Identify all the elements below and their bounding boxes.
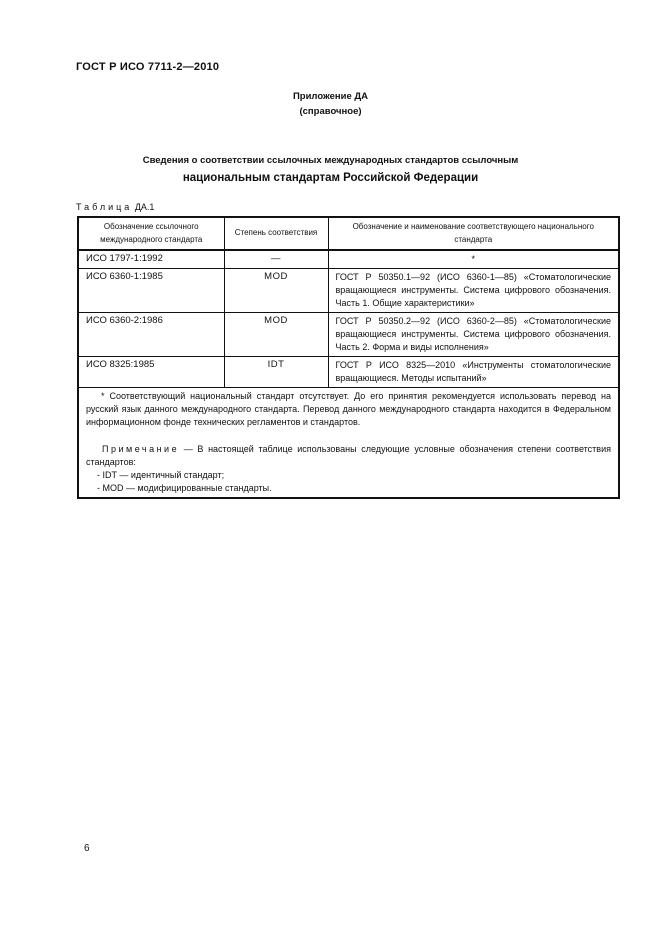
- note-item-idt: - IDT — идентичный стандарт;: [97, 470, 225, 480]
- cell-designation: ИСО 6360-2:1986: [78, 313, 224, 357]
- table-note: [86, 443, 611, 469]
- table-row: [78, 357, 619, 388]
- section-title: [0, 154, 661, 186]
- cell-degree: —: [224, 250, 328, 269]
- table-note-text: — В настоящей таблице использованы следующие условные обозначения степени соответствия стандартов:: [86, 444, 611, 467]
- cell-designation: ИСО 6360-1:1985: [78, 269, 224, 313]
- header-degree: Степень соответствия: [224, 217, 328, 250]
- table-caption-word: Таблица: [76, 202, 133, 212]
- table-row: [78, 313, 619, 357]
- table-row: [78, 250, 619, 269]
- table-footer-cell: [78, 388, 619, 499]
- correspondence-table: [77, 216, 620, 499]
- table-footer-row: [78, 388, 619, 499]
- cell-degree: IDT: [224, 357, 328, 388]
- table-note-label: Примечание: [102, 444, 180, 454]
- section-title-line2: национальным стандартам Российской Федерации: [182, 172, 479, 184]
- table-footnote: * Соответствующий национальный стандарт отсутствует. До его принятия рекомендуется использовать перевод на русский язык данного международного стандарта. Перевод данного международного стандарта находится в Федеральном информационном фонде технических регламентов и стандартов.: [86, 391, 611, 427]
- standard-code-header: ГОСТ Р ИСО 7711-2—2010: [76, 61, 220, 73]
- section-title-line1: Сведения о соответствии ссылочных международных стандартов ссылочным: [142, 155, 519, 166]
- page-number: 6: [84, 843, 90, 854]
- cell-national: ГОСТ Р 50350.2—92 (ИСО 6360-2—85) «Стоматологические вращающиеся инструменты. Система цифрового обозначения. Часть 2. Форма и виды исполнения»: [328, 313, 619, 357]
- cell-designation: ИСО 8325:1985: [78, 357, 224, 388]
- note-item-mod: - MOD — модифицированные стандарты.: [97, 483, 272, 493]
- cell-national: ГОСТ Р 50350.1—92 (ИСО 6360-1—85) «Стоматологические вращающиеся инструменты. Система цифрового обозначения. Часть 1. Общие характеристики»: [328, 269, 619, 313]
- cell-degree: MOD: [224, 269, 328, 313]
- cell-national: *: [328, 250, 619, 269]
- table-note-items: [97, 469, 611, 495]
- table-header-row: [78, 217, 619, 250]
- header-designation: Обозначение ссылочного международного стандарта: [78, 217, 224, 250]
- header-national: Обозначение и наименование соответствующего национального стандарта: [328, 217, 619, 250]
- cell-national: ГОСТ Р ИСО 8325—2010 «Инструменты стоматологические вращающиеся. Методы испытаний»: [328, 357, 619, 388]
- cell-designation: ИСО 1797-1:1992: [78, 250, 224, 269]
- appendix-type: (справочное): [299, 106, 362, 117]
- appendix-heading: [0, 89, 661, 119]
- cell-degree: MOD: [224, 313, 328, 357]
- table-caption-id: ДА.1: [134, 202, 155, 212]
- appendix-label: Приложение ДА: [292, 91, 369, 102]
- table-caption: [76, 202, 154, 212]
- table-row: [78, 269, 619, 313]
